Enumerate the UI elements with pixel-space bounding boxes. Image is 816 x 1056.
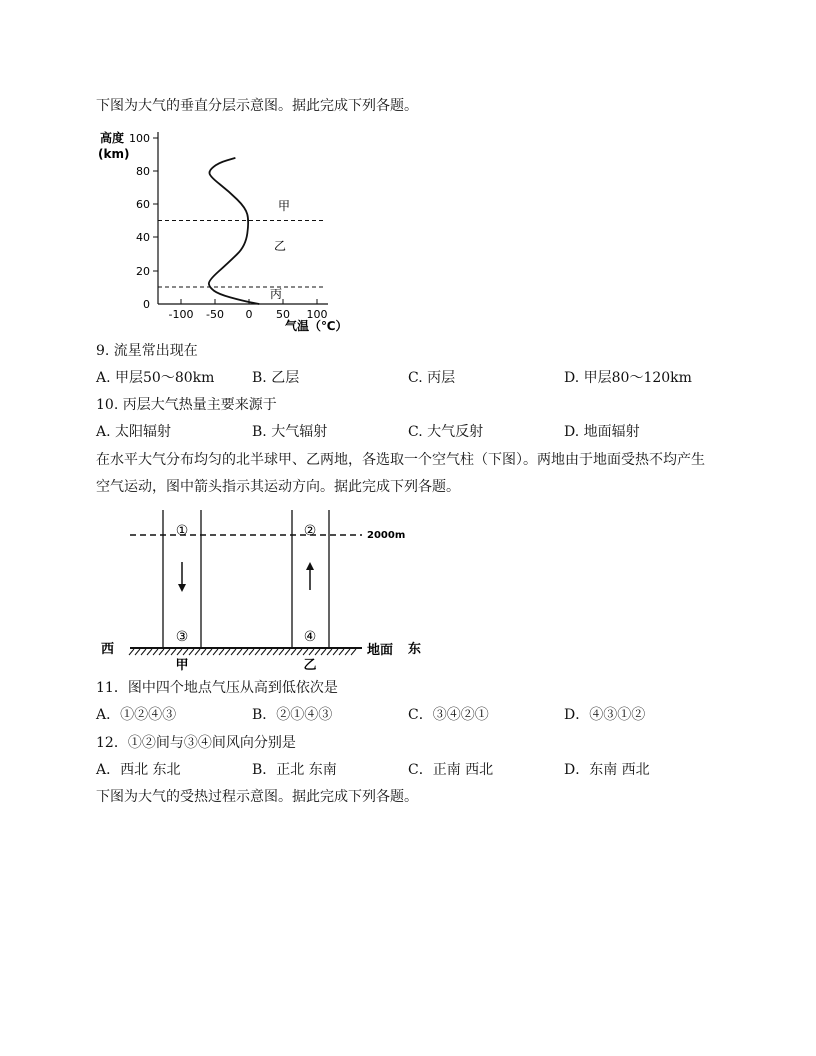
q11-option-d[interactable]: D．④③①②	[564, 707, 646, 723]
hatch-mark	[321, 649, 326, 655]
hatch-mark	[201, 649, 206, 655]
hatch-mark	[279, 649, 284, 655]
ytick-label: 20	[136, 265, 150, 278]
intro-text-2-line1: 在水平大气分布均匀的北半球甲、乙两地，各选取一个空气柱（下图）。两地由于地面受热不均产生	[96, 452, 705, 468]
east-label: 东	[408, 642, 422, 657]
q9-stem: 9. 流星常出现在	[96, 343, 198, 359]
hatch-mark	[177, 649, 182, 655]
y-ticks	[129, 132, 158, 311]
q9-option-c[interactable]: C. 丙层	[408, 370, 456, 386]
xtick-label: 0	[245, 308, 253, 321]
point-2: ②	[303, 523, 317, 539]
layer-label-bing: 丙	[270, 287, 283, 301]
ground-hatching	[129, 649, 356, 655]
q12-option-a[interactable]: A．西北 东北	[96, 762, 181, 778]
q11-option-a[interactable]: A．①②④③	[96, 707, 177, 723]
hatch-mark	[189, 649, 194, 655]
arrow-down-icon	[178, 562, 186, 592]
q12-option-b[interactable]: B．正北 东南	[252, 762, 337, 778]
hatch-mark	[309, 649, 314, 655]
xtick-label: 50	[276, 308, 290, 321]
hatch-mark	[207, 649, 212, 655]
xtick-label: -50	[206, 308, 224, 321]
hatch-mark	[195, 649, 200, 655]
ytick-label: 100	[129, 132, 150, 145]
q9-option-d[interactable]: D. 甲层80～120km	[564, 370, 692, 386]
hatch-mark	[285, 649, 290, 655]
hatch-mark	[135, 649, 140, 655]
q11-option-c[interactable]: C．③④②①	[408, 707, 489, 723]
temperature-curve	[209, 158, 259, 304]
q12-option-d[interactable]: D．东南 西北	[564, 762, 650, 778]
q10-option-d[interactable]: D. 地面辐射	[564, 424, 640, 440]
hatch-mark	[231, 649, 236, 655]
q9-option-b[interactable]: B. 乙层	[252, 370, 300, 386]
hatch-mark	[291, 649, 296, 655]
q12-option-c[interactable]: C．正南 西北	[408, 762, 494, 778]
site-yi-label: 乙	[303, 658, 317, 673]
chart-ylabel-line2: (km)	[98, 147, 130, 161]
arrow-up-icon	[306, 562, 314, 590]
ground-label: 地面	[367, 643, 394, 658]
hatch-mark	[249, 649, 254, 655]
hatch-mark	[243, 649, 248, 655]
hatch-mark	[183, 649, 188, 655]
hatch-mark	[267, 649, 272, 655]
hatch-mark	[333, 649, 338, 655]
q9-option-a[interactable]: A. 甲层50～80km	[96, 370, 215, 386]
ytick-label: 80	[136, 165, 150, 178]
hatch-mark	[297, 649, 302, 655]
xtick-label: -100	[168, 308, 194, 321]
q11-option-b[interactable]: B．②①④③	[252, 707, 333, 723]
intro-text-3: 下图为大气的受热过程示意图。据此完成下列各题。	[96, 789, 418, 805]
hatch-mark	[147, 649, 152, 655]
hatch-mark	[345, 649, 350, 655]
q11-stem: 11．图中四个地点气压从高到低依次是	[96, 680, 338, 696]
q12-stem: 12．①②间与③④间风向分别是	[96, 735, 296, 751]
hatch-mark	[351, 649, 356, 655]
site-jia-label: 甲	[175, 658, 189, 673]
atmosphere-layer-chart	[90, 124, 350, 338]
hatch-mark	[327, 649, 332, 655]
hatch-mark	[213, 649, 218, 655]
chart-ylabel-line1: 高度	[100, 131, 125, 145]
hatch-mark	[171, 649, 176, 655]
layer-label-yi: 乙	[274, 239, 287, 253]
q10-stem: 10. 丙层大气热量主要来源于	[96, 397, 277, 413]
intro-text-2-line2: 空气运动，图中箭头指示其运动方向。据此完成下列各题。	[96, 479, 460, 495]
west-label: 西	[101, 642, 115, 657]
hatch-mark	[315, 649, 320, 655]
intro-text-1: 下图为大气的垂直分层示意图。据此完成下列各题。	[96, 98, 418, 114]
air-column-diagram	[96, 506, 436, 674]
hatch-mark	[303, 649, 308, 655]
hatch-mark	[153, 649, 158, 655]
layer-label-jia: 甲	[278, 199, 291, 213]
hatch-mark	[141, 649, 146, 655]
hatch-mark	[255, 649, 260, 655]
hatch-mark	[261, 649, 266, 655]
hatch-mark	[225, 649, 230, 655]
chart-xlabel: 气温（℃）	[285, 319, 348, 333]
ytick-label: 60	[136, 198, 150, 211]
hatch-mark	[237, 649, 242, 655]
hatch-mark	[129, 649, 134, 655]
q10-option-b[interactable]: B. 大气辐射	[252, 424, 328, 440]
hatch-mark	[165, 649, 170, 655]
q10-option-a[interactable]: A. 太阳辐射	[96, 424, 172, 440]
ytick-label: 40	[136, 231, 150, 244]
point-1: ①	[175, 523, 189, 539]
point-4: ④	[303, 629, 317, 645]
hatch-mark	[159, 649, 164, 655]
xtick-label: 100	[306, 308, 328, 321]
ytick-label: 0	[143, 298, 150, 311]
hatch-mark	[219, 649, 224, 655]
q10-option-c[interactable]: C. 大气反射	[408, 424, 484, 440]
altitude-label: 2000m	[367, 530, 406, 541]
hatch-mark	[273, 649, 278, 655]
hatch-mark	[339, 649, 344, 655]
point-3: ③	[175, 629, 189, 645]
